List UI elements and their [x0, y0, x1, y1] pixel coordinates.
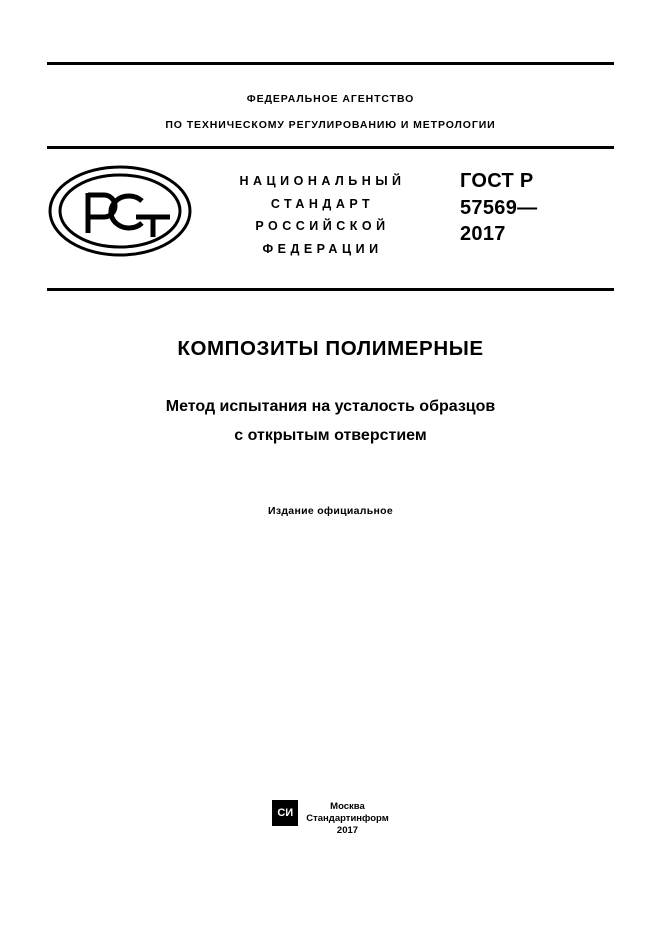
agency-line-1: ФЕДЕРАЛЬНОЕ АГЕНТСТВО	[246, 93, 415, 105]
standard-title-line-4: ФЕДЕРАЦИИ	[262, 241, 383, 256]
gost-r-emblem-icon	[48, 165, 193, 257]
designation-line-3: 2017	[460, 223, 506, 245]
publisher-name: Стандартинформ	[306, 813, 389, 824]
page-subtitle	[0, 392, 661, 450]
standard-title-line-3: РОССИЙСКОЙ	[255, 219, 390, 233]
agency-line-2: ПО ТЕХНИЧЕСКОМУ РЕГУЛИРОВАНИЮ И МЕТРОЛОГИИ	[165, 119, 496, 131]
standard-designation	[460, 168, 630, 248]
page-title: КОМПОЗИТЫ ПОЛИМЕРНЫЕ	[177, 337, 484, 360]
standard-title-line-2: СТАНДАРТ	[270, 196, 375, 211]
publisher-year: 2017	[336, 825, 359, 836]
footer-block	[0, 800, 661, 837]
header-rule-middle	[47, 146, 614, 149]
logo-text: СИ	[277, 807, 294, 819]
header-rule-bottom	[47, 288, 614, 291]
designation-line-1: ГОСТ Р	[460, 170, 534, 192]
publisher-block	[306, 800, 388, 837]
agency-block	[0, 86, 661, 138]
edition-note: Издание официальное	[267, 505, 394, 517]
subtitle-line-1: Метод испытания на усталость образцов	[165, 398, 496, 415]
publisher-city: Москва	[330, 801, 365, 812]
header-rule-top	[47, 62, 614, 65]
standartinform-logo-icon	[272, 800, 298, 826]
subtitle-line-2: с открытым отверстием	[234, 427, 427, 444]
designation-line-2: 57569—	[460, 196, 538, 219]
standard-title-block	[215, 170, 430, 260]
standard-title-line-1: НАЦИОНАЛЬНЫЙ	[239, 174, 406, 188]
